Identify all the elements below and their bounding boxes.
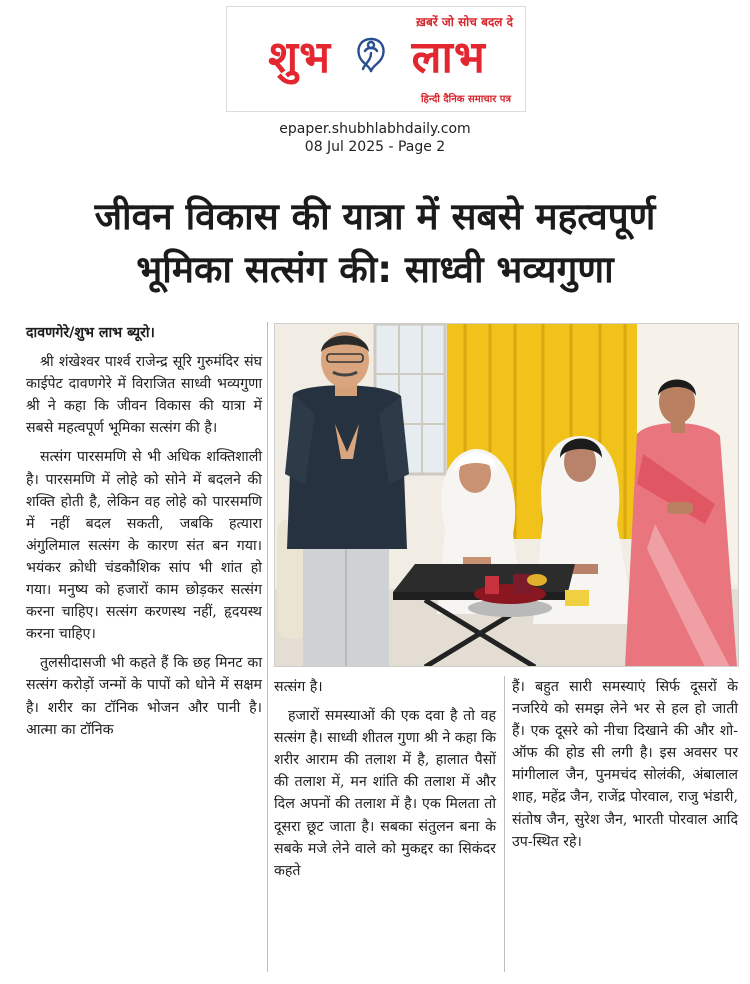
article-column-2 xyxy=(274,676,496,889)
logo-left-text: शुभ xyxy=(268,32,332,83)
article-paragraph: सत्संग है। xyxy=(274,679,323,695)
article-paragraph: श्री शंखेश्वर पार्श्व राजेन्द्र सूरि गुरुमंदिर संघ काईपेट दावणगेरे में विराजित साध्वी भव्यगुणा श्री ने कहा कि जीवन विकास की यात्रा में सबसे महत्वपूर्ण भूमिका सत्संग की है। xyxy=(26,354,262,437)
article-photo xyxy=(274,323,739,667)
edition-info xyxy=(0,120,750,156)
article-paragraph: हजारों समस्याओं की एक दवा है तो वह सत्संग है। साध्वी शीतल गुणा श्री ने कहा कि शरीर आराम की तलाश में है, हालात पैसों की तलाश में, मन शांति की तलाश में और दिल अपनों की तलाश में है। एक मिलता तो दूसरा छूट जाता है। सबका संतुलन बना के सबके मजे लेने वाले को मुकद्दर का सिकंदर कहते xyxy=(274,708,496,879)
masthead-subline: हिन्दी दैनिक समाचार पत्र xyxy=(420,94,511,105)
ganesh-emblem-icon xyxy=(349,33,393,88)
column-divider xyxy=(267,322,268,972)
article-dateline: दावणगेरे/शुभ लाभ ब्यूरो। xyxy=(26,325,155,341)
article-paragraph: हैं। बहुत सारी समस्याएं सिर्फ दूसरों के नजरिये को समझ लेने भर से हल हो जाती हैं। एक दूसरे को नीचा दिखाने की और शो-ऑफ की होड सी लगी है। इस अवसर पर मांगीलाल जैन, पुनमचंद सोलंकी, अंबालाल शाह, महेंद्र जैन, राजेंद्र पोरवाल, राजु भंडारी, संतोष जैन, सुरेश जैन, भारती पोरवाल आदि उप-स्थित रहे। xyxy=(512,679,738,850)
article-column-1 xyxy=(26,322,262,748)
article-headline xyxy=(16,190,734,296)
epaper-url: epaper.shubhlabhdaily.com xyxy=(279,121,471,137)
article-paragraph: तुलसीदासजी भी कहते हैं कि छह मिनट का सत्संग करोड़ों जन्मों के पापों को धोने में सक्षम है। शरीर का टॉनिक भोजन और पानी है। आत्मा का टॉनिक xyxy=(26,655,262,738)
logo-right-text: लाभ xyxy=(411,32,486,83)
newspaper-logo xyxy=(233,25,521,88)
headline-line-1: जीवन विकास की यात्रा में सबसे महत्वपूर्ण xyxy=(94,195,656,238)
article-paragraph: सत्संग पारसमणि से भी अधिक शक्तिशाली है। पारसमणि में लोहे को सोने में बदलने की शक्ति होती है, लेकिन वह लोहे को पारसमणि में नहीं बदल सकती, जबकि हत्यारा अंगुलिमाल सत्संग के कारण संत बन गया। भयंकर क्रोधी चंडकौशिक सांप भी शांत हो गया। मनुष्य को हजारों काम छोड़कर सत्संग करना चाहिए। सत्संग करणस्थ नहीं, हृदयस्थ करना चाहिए। xyxy=(26,449,262,643)
edition-date-page: 08 Jul 2025 - Page 2 xyxy=(304,139,446,155)
masthead xyxy=(226,6,526,112)
masthead-tagline: ख़बरें जो सोच बदल दे xyxy=(416,15,513,29)
column-divider xyxy=(504,676,505,972)
article-column-3 xyxy=(512,676,738,860)
headline-line-2: भूमिका सत्संग की: साध्वी भव्यगुणा xyxy=(136,248,614,291)
